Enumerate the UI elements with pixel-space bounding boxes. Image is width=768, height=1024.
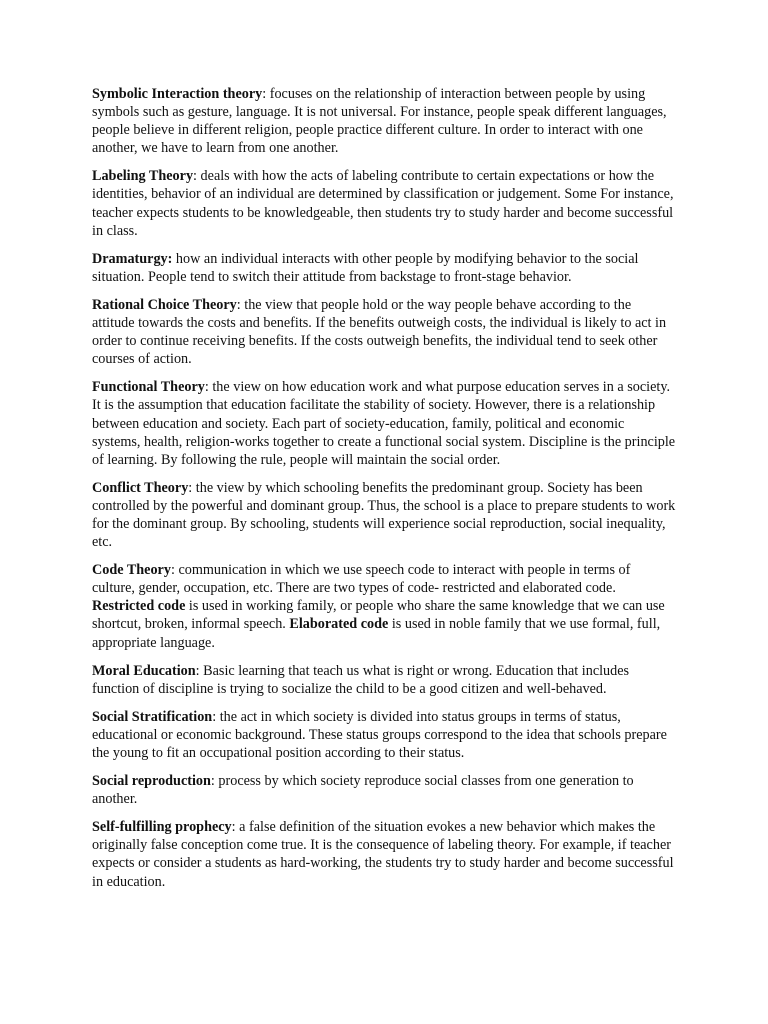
entry-separator: : xyxy=(204,379,209,396)
entry-term: Self-fulfilling prophecy xyxy=(92,819,232,836)
entry-separator: : xyxy=(212,708,217,725)
entry-moral-education xyxy=(92,662,676,698)
entry-social-reproduction xyxy=(92,772,676,808)
entry-definition: the act in which society is divided into status groups in terms of status, educational or economic background. These status groups correspond to the idea that schools prepare the young to fit an occupational position according to their status. xyxy=(92,708,667,761)
entry-term: Labeling Theory xyxy=(92,168,194,185)
entry-definition: how an individual interacts with other people by modifying behavior to the social situation. People tend to switch their attitude from backstage to front-stage behavior. xyxy=(92,250,639,285)
entry-symbolic-interaction-theory xyxy=(92,85,676,157)
elaborated-code-definition: is used in noble family that we use formal, full, appropriate language. xyxy=(92,616,661,651)
entry-definition: deals with how the acts of labeling contribute to certain expectations or how the identities, behavior of an individual are determined by classification or judgement. Some For instance, teacher expects students to be knowledgeable, then students try to study harder and become successful in class. xyxy=(92,168,674,239)
entry-term: Conflict Theory xyxy=(92,479,189,496)
entry-separator: : xyxy=(236,296,241,313)
entry-separator: : xyxy=(193,168,197,185)
entry-separator: : xyxy=(231,819,236,836)
restricted-code-term: Restricted code xyxy=(92,598,186,615)
entry-term: Social reproduction xyxy=(92,773,211,790)
entry-term: Social Stratification xyxy=(92,708,213,725)
entry-conflict-theory xyxy=(92,479,676,551)
entry-separator: : xyxy=(210,773,215,790)
entry-definition: communication in which we use speech code to interact with people in terms of culture, gender, occupation, etc. There are two types of code- restricted and elaborated code. xyxy=(92,562,631,597)
entry-term: Symbolic Interaction theory xyxy=(92,86,263,102)
entry-definition: the view on how education work and what purpose education serves in a society. It is the assumption that education facilitate the stability of society. However, there is a relationship between education and society. Each part of society-education, family, political and economic systems, health, religion-works together to create a functional social system. Discipline is the principle of learning. By following the rule, people will maintain the social order. xyxy=(92,379,676,468)
entry-self-fulfilling-prophecy xyxy=(92,818,676,890)
entry-functional-theory xyxy=(92,378,676,468)
entry-separator: : xyxy=(170,562,175,579)
entry-dramaturgy xyxy=(92,250,676,286)
entry-definition: the view that people hold or the way people behave according to the attitude towards the costs and benefits. If the benefits outweigh costs, the individual is likely to act in order to continue receiving benefits. If the costs outweigh benefits, the individual tend to seek other courses of action. xyxy=(92,296,667,368)
entry-separator: : xyxy=(188,479,193,496)
elaborated-code-term: Elaborated code xyxy=(289,616,389,633)
entry-definition: process by which society reproduce social classes from one generation to another. xyxy=(92,773,634,808)
entry-term: Code Theory xyxy=(92,562,171,579)
entry-separator: : xyxy=(262,86,267,102)
entry-term: Moral Education xyxy=(92,662,196,679)
entry-code-theory xyxy=(92,561,676,651)
entry-definition: a false definition of the situation evokes a new behavior which makes the originally false conception come true. It is the consequence of labeling theory. For example, if teacher expects or consider a students as hard-working, the students try to study harder and become successful in education. xyxy=(92,819,674,890)
document-page xyxy=(92,85,676,901)
entry-social-stratification xyxy=(92,708,676,762)
entry-definition: Basic learning that teach us what is right or wrong. Education that includes function of discipline is trying to socialize the child to be a good citizen and well-behaved. xyxy=(92,662,630,697)
entry-separator: : xyxy=(195,662,200,679)
entry-term: Rational Choice Theory xyxy=(92,296,237,313)
entry-definition: focuses on the relationship of interaction between people by using symbols such as gesture, language. It is not universal. For instance, people speak different languages, people believe in different religion, people practice different culture. In order to interact with one another, we have to learn from one another. xyxy=(92,86,667,157)
entry-rational-choice-theory xyxy=(92,296,676,368)
entry-term: Functional Theory xyxy=(92,379,205,396)
restricted-code-definition: is used in working family, or people who share the same knowledge that we can use shortcut, broken, informal speech. xyxy=(92,598,665,633)
entry-labeling-theory xyxy=(92,167,676,239)
entry-definition: the view by which schooling benefits the predominant group. Society has been controlled by the powerful and dominant group. Thus, the school is a place to prepare students to work for the dominant group. By schooling, students will experience social reproduction, social inequality, etc. xyxy=(92,479,676,551)
entry-term: Dramaturgy: xyxy=(92,250,173,267)
